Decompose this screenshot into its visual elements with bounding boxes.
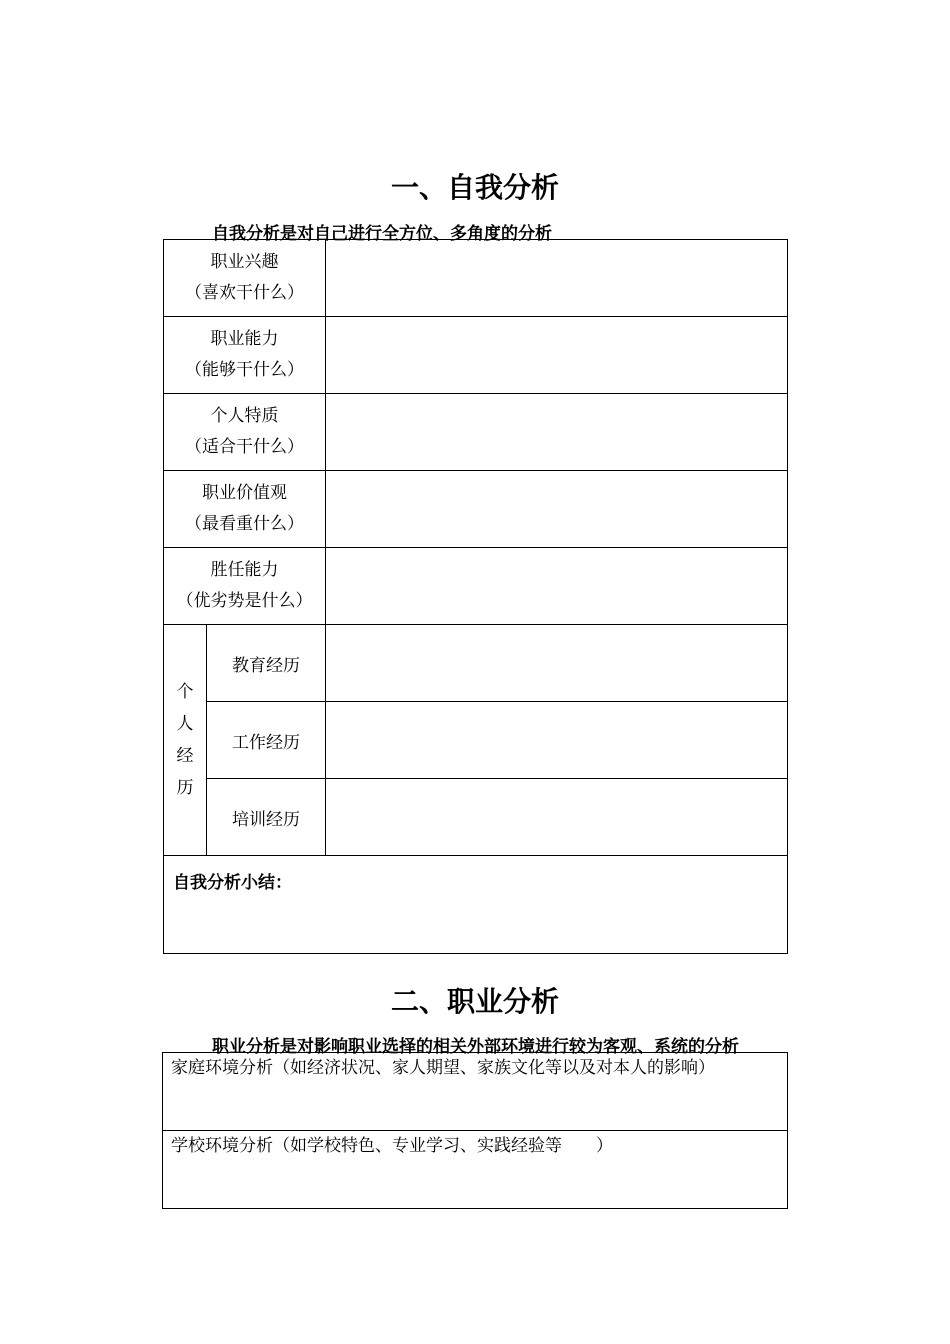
- table-row: [164, 548, 788, 625]
- row-label-title: 个人特质: [210, 406, 279, 426]
- table-row: [164, 394, 788, 471]
- summary-label: 自我分析小结：: [173, 873, 292, 893]
- row-label-hint: （能够干什么）: [185, 360, 304, 380]
- experience-item-label: 培训经历: [207, 779, 326, 856]
- table-row: [164, 779, 788, 856]
- family-environment-cell[interactable]: [163, 1053, 788, 1131]
- row-label: [164, 240, 326, 317]
- section-title-self-analysis: 一、自我分析: [390, 171, 559, 204]
- table-row: [163, 1131, 788, 1209]
- answer-cell-ability[interactable]: [326, 317, 788, 394]
- row-label-hint: （优劣势是什么）: [176, 591, 313, 611]
- summary-row: [164, 856, 788, 954]
- row-label-title: 职业能力: [210, 329, 279, 349]
- experience-group-char: 人: [176, 714, 194, 734]
- table-row: [164, 702, 788, 779]
- row-label-hint: （最看重什么）: [185, 514, 304, 534]
- table-row: [164, 625, 788, 702]
- school-environment-cell[interactable]: [163, 1131, 788, 1209]
- table-row: [164, 240, 788, 317]
- summary-cell[interactable]: [164, 856, 788, 954]
- experience-group-char: 历: [176, 778, 194, 798]
- experience-group-char: 个: [176, 682, 194, 702]
- family-environment-label: 家庭环境分析（如经济状况、家人期望、家族文化等以及对本人的影响）: [171, 1058, 715, 1078]
- experience-group-char: 经: [176, 746, 194, 766]
- row-label-hint: （适合干什么）: [185, 437, 304, 457]
- answer-cell-traits[interactable]: [326, 394, 788, 471]
- school-environment-label: 学校环境分析（如学校特色、专业学习、实践经验等 ）: [171, 1136, 613, 1156]
- table-row: [163, 1053, 788, 1131]
- row-label-title: 职业价值观: [202, 483, 287, 503]
- row-label: [164, 548, 326, 625]
- section-title-career-analysis: 二、职业分析: [390, 985, 559, 1018]
- row-label-title: 胜任能力: [210, 560, 279, 580]
- answer-cell-competence[interactable]: [326, 548, 788, 625]
- row-label-hint: （喜欢干什么）: [185, 283, 304, 303]
- experience-group-label: [164, 625, 207, 856]
- experience-item-label: 教育经历: [207, 625, 326, 702]
- answer-cell-training[interactable]: [326, 779, 788, 856]
- section-subtitle-career-analysis: 职业分析是对影响职业选择的相关外部环境进行较为客观、系统的分析: [212, 1037, 739, 1057]
- experience-item-label: 工作经历: [207, 702, 326, 779]
- answer-cell-interest[interactable]: [326, 240, 788, 317]
- self-analysis-table: [163, 239, 788, 954]
- section-subtitle-self-analysis: 自我分析是对自己进行全方位、多角度的分析: [212, 224, 552, 244]
- row-label: [164, 317, 326, 394]
- row-label: [164, 471, 326, 548]
- answer-cell-work[interactable]: [326, 702, 788, 779]
- table-row: [164, 317, 788, 394]
- row-label: [164, 394, 326, 471]
- answer-cell-values[interactable]: [326, 471, 788, 548]
- career-analysis-table: [162, 1052, 788, 1209]
- answer-cell-education[interactable]: [326, 625, 788, 702]
- table-row: [164, 471, 788, 548]
- row-label-title: 职业兴趣: [210, 252, 279, 272]
